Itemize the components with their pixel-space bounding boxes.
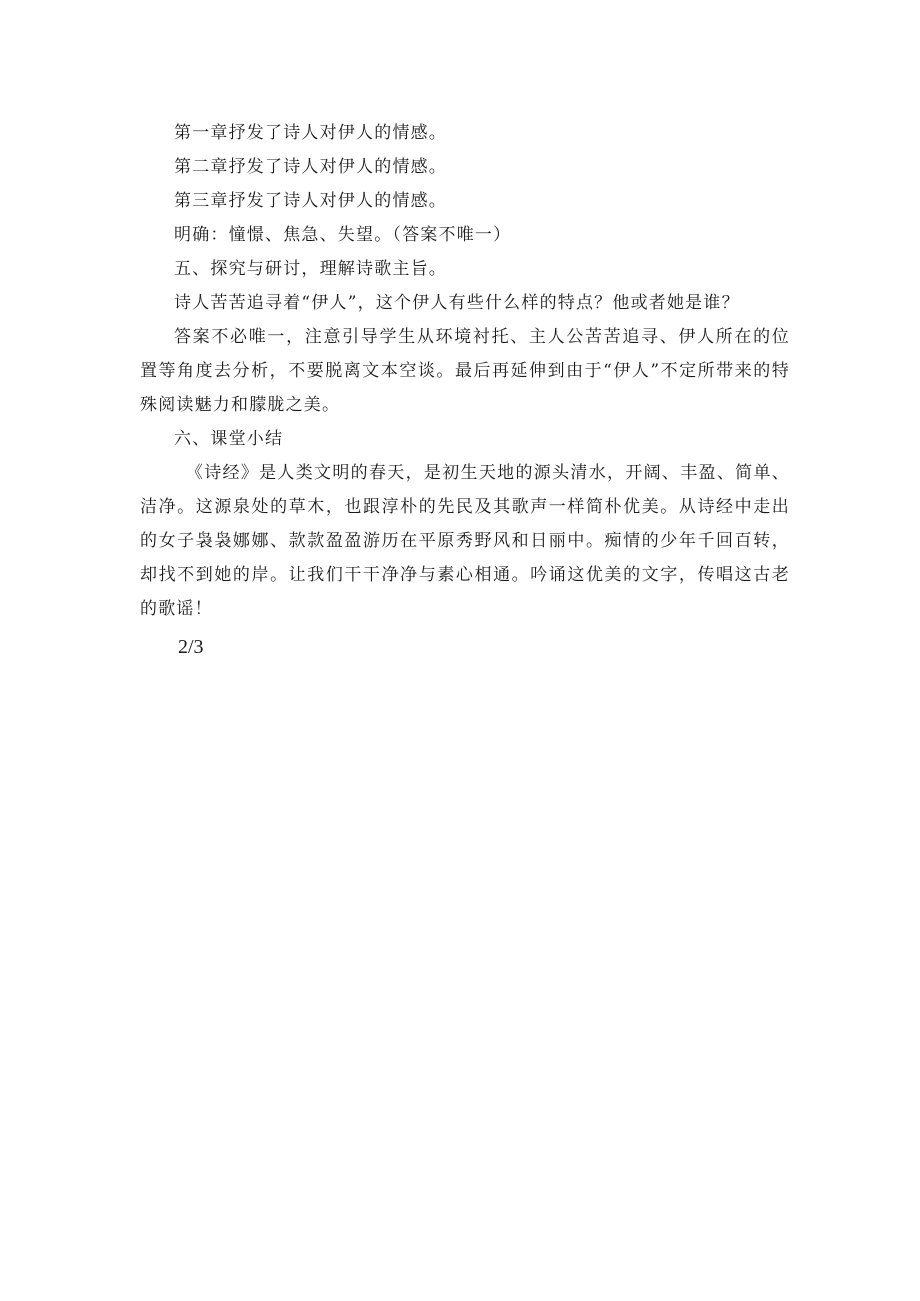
paragraph-chapter-three: 第三章抒发了诗人对伊人的情感。 bbox=[174, 191, 447, 211]
paragraph-question: 诗人苦苦追寻着“伊人”，这个伊人有些什么样的特点？他或者她是谁？ bbox=[174, 293, 740, 313]
paragraph-chapter-one: 第一章抒发了诗人对伊人的情感。 bbox=[174, 123, 447, 143]
section-heading-five: 五、探究与研讨，理解诗歌主旨。 bbox=[174, 259, 447, 279]
paragraph-guidance: 答案不必唯一，注意引导学生从环境衬托、主人公苦苦追寻、伊人所在的位置等角度去分析，不要脱离文本空谈。最后再延伸到由于“伊人”不定所带来的特殊阅读魅力和朦胧之美。 bbox=[140, 327, 790, 415]
paragraph-answer: 明确：憧憬、焦急、失望。（答案不唯一） bbox=[174, 225, 512, 245]
document-body bbox=[140, 116, 790, 626]
paragraph-chapter-two: 第二章抒发了诗人对伊人的情感。 bbox=[174, 157, 447, 177]
paragraph-summary: 《诗经》是人类文明的春天，是初生天地的源头清水，开阔、丰盈、简单、洁净。这源泉处的草木，也跟淳朴的先民及其歌声一样简朴优美。从诗经中走出的女子袅袅娜娜、款款盈盈游历在平原秀野风和日丽中。痴情的少年千回百转，却找不到她的岸。让我们干干净净与素心相通。吟诵这优美的文字，传唱这古老的歌谣！ bbox=[140, 463, 790, 619]
page-number: 2/3 bbox=[178, 636, 204, 658]
section-heading-six: 六、课堂小结 bbox=[174, 429, 284, 449]
